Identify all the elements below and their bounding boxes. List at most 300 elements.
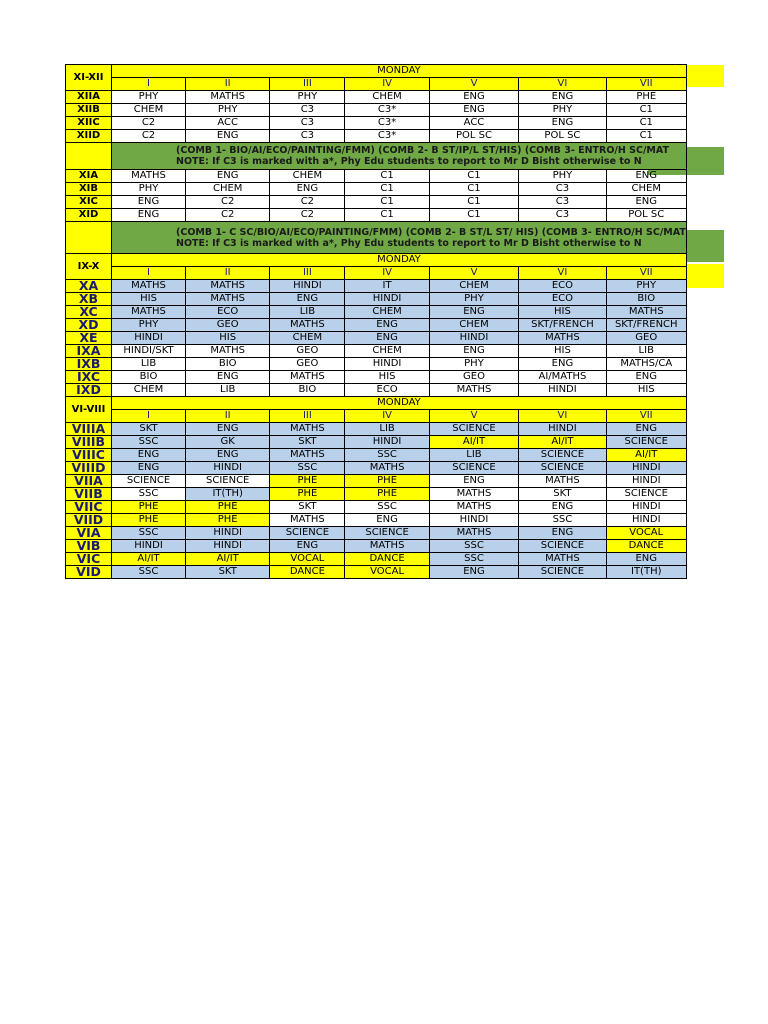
subject-cell: ENG <box>270 293 345 306</box>
combination-text: (COMB 1- C SC/BIO/AI/ECO/PAINTING/FMM) (COMB 2- B ST/L ST/ HIS) (COMB 3- ENTRO/H SC/MAT <box>176 226 686 238</box>
class-label: VIIIC <box>66 449 112 462</box>
class-label: VIIID <box>66 462 112 475</box>
subject-cell: ENG <box>112 449 186 462</box>
subject-cell: ACC <box>429 117 518 130</box>
class-label: VIIB <box>66 488 112 501</box>
subject-cell: POL SC <box>519 130 606 143</box>
period-header-II: II <box>186 410 270 423</box>
subject-cell: ENG <box>429 91 518 104</box>
subject-cell: C3 <box>519 196 606 209</box>
subject-cell: MATHS <box>345 462 429 475</box>
subject-cell: SCIENCE <box>270 527 345 540</box>
subject-cell: HINDI <box>345 436 429 449</box>
subject-cell: GEO <box>186 319 270 332</box>
subject-cell: C2 <box>270 196 345 209</box>
timetable <box>65 64 687 579</box>
note-text: NOTE: If C3 is marked with a*, Phy Edu students to report to Mr D Bisht otherwise to N <box>176 156 642 167</box>
table-row <box>66 371 687 384</box>
subject-cell: HINDI <box>270 280 345 293</box>
period-header-I: I <box>112 267 186 280</box>
subject-cell: DANCE <box>345 553 429 566</box>
period-header-row <box>66 78 687 91</box>
combination-row <box>66 222 687 254</box>
subject-cell: HINDI <box>112 332 186 345</box>
subject-cell: PHY <box>519 170 606 183</box>
table-row <box>66 91 687 104</box>
subject-cell: IT(TH) <box>606 566 686 579</box>
subject-cell: SCIENCE <box>606 436 686 449</box>
subject-cell: C1 <box>429 196 518 209</box>
subject-cell: ENG <box>519 501 606 514</box>
subject-cell: C3 <box>270 117 345 130</box>
period-header-IV: IV <box>345 78 429 91</box>
subject-cell: IT <box>345 280 429 293</box>
period-header-IV: IV <box>345 267 429 280</box>
period-header-II: II <box>186 78 270 91</box>
subject-cell: MATHS <box>519 475 606 488</box>
subject-cell: ECO <box>519 280 606 293</box>
subject-cell: HINDI <box>606 501 686 514</box>
subject-cell: GEO <box>270 345 345 358</box>
subject-cell: MATHS <box>270 319 345 332</box>
period-header-VII: VII <box>606 78 686 91</box>
subject-cell: ENG <box>429 104 518 117</box>
subject-cell: MATHS <box>270 371 345 384</box>
subject-cell: HIS <box>519 345 606 358</box>
subject-cell: PHY <box>519 104 606 117</box>
section-label: IX-X <box>66 254 112 280</box>
subject-cell: PHE <box>345 488 429 501</box>
period-header-VI: VI <box>519 78 606 91</box>
blank-label <box>66 143 112 170</box>
table-row <box>66 196 687 209</box>
subject-cell: DANCE <box>270 566 345 579</box>
subject-cell: MATHS <box>519 553 606 566</box>
subject-cell: BIO <box>112 371 186 384</box>
table-row <box>66 501 687 514</box>
subject-cell: AI/IT <box>606 449 686 462</box>
period-header-VI: VI <box>519 410 606 423</box>
table-row <box>66 209 687 222</box>
subject-cell: HINDI <box>345 358 429 371</box>
table-row <box>66 475 687 488</box>
table-row <box>66 449 687 462</box>
table-row <box>66 280 687 293</box>
table-row <box>66 170 687 183</box>
period-header-III: III <box>270 267 345 280</box>
class-label: XIIB <box>66 104 112 117</box>
subject-cell: PHY <box>112 91 186 104</box>
class-label: VIIC <box>66 501 112 514</box>
combination-text: (COMB 1- BIO/AI/ECO/PAINTING/FMM) (COMB 2- B ST/IP/L ST/HIS) (COMB 3- ENTRO/H SC/MAT <box>176 145 669 156</box>
class-label: VIC <box>66 553 112 566</box>
subject-cell: SKT/FRENCH <box>606 319 686 332</box>
subject-cell: C1 <box>606 117 686 130</box>
subject-cell: LIB <box>112 358 186 371</box>
subject-cell: PHE <box>186 514 270 527</box>
subject-cell: C1 <box>345 209 429 222</box>
table-row <box>66 384 687 397</box>
subject-cell: MATHS <box>429 384 518 397</box>
subject-cell: CHEM <box>429 319 518 332</box>
table-row <box>66 423 687 436</box>
subject-cell: PHY <box>270 91 345 104</box>
subject-cell: CHEM <box>345 306 429 319</box>
subject-cell: BIO <box>186 358 270 371</box>
subject-cell: ENG <box>186 423 270 436</box>
subject-cell: C3 <box>270 104 345 117</box>
subject-cell: LIB <box>186 384 270 397</box>
subject-cell: HINDI/SKT <box>112 345 186 358</box>
class-label: IXB <box>66 358 112 371</box>
subject-cell: SCIENCE <box>606 488 686 501</box>
class-label: XB <box>66 293 112 306</box>
subject-cell: PHE <box>606 91 686 104</box>
subject-cell: MATHS <box>270 514 345 527</box>
subject-cell: MATHS/CA <box>606 358 686 371</box>
class-label: IXD <box>66 384 112 397</box>
subject-cell: ENG <box>606 423 686 436</box>
subject-cell: SSC <box>429 553 518 566</box>
subject-cell: ENG <box>606 371 686 384</box>
subject-cell: CHEM <box>112 384 186 397</box>
subject-cell: MATHS <box>112 306 186 319</box>
subject-cell: HIS <box>186 332 270 345</box>
subject-cell: SKT/FRENCH <box>519 319 606 332</box>
period-header-row <box>66 410 687 423</box>
subject-cell: ENG <box>519 527 606 540</box>
subject-cell: MATHS <box>519 332 606 345</box>
subject-cell: ENG <box>345 332 429 345</box>
subject-cell: PHE <box>270 475 345 488</box>
subject-cell: GK <box>186 436 270 449</box>
table-row <box>66 462 687 475</box>
subject-cell: HINDI <box>519 423 606 436</box>
table-row <box>66 540 687 553</box>
class-label: XA <box>66 280 112 293</box>
subject-cell: HINDI <box>606 514 686 527</box>
subject-cell: SSC <box>345 449 429 462</box>
subject-cell: HINDI <box>429 514 518 527</box>
subject-cell: VOCAL <box>606 527 686 540</box>
subject-cell: HIS <box>345 371 429 384</box>
subject-cell: MATHS <box>112 280 186 293</box>
subject-cell: AI/IT <box>186 553 270 566</box>
table-row <box>66 566 687 579</box>
subject-cell: C2 <box>112 117 186 130</box>
subject-cell: ENG <box>270 540 345 553</box>
table-row <box>66 130 687 143</box>
period-header-III: III <box>270 78 345 91</box>
subject-cell: PHY <box>429 358 518 371</box>
subject-cell: CHEM <box>112 104 186 117</box>
subject-cell: ENG <box>606 170 686 183</box>
table-row <box>66 293 687 306</box>
subject-cell: MATHS <box>429 501 518 514</box>
subject-cell: ENG <box>345 514 429 527</box>
subject-cell: ECO <box>519 293 606 306</box>
period-header-V: V <box>429 410 518 423</box>
subject-cell: PHE <box>345 475 429 488</box>
combination-note <box>112 143 687 170</box>
subject-cell: C2 <box>186 209 270 222</box>
subject-cell: SSC <box>112 566 186 579</box>
subject-cell: SKT <box>270 436 345 449</box>
class-label: VID <box>66 566 112 579</box>
subject-cell: ENG <box>429 566 518 579</box>
subject-cell: LIB <box>270 306 345 319</box>
subject-cell: C2 <box>112 130 186 143</box>
class-label: IXC <box>66 371 112 384</box>
subject-cell: C3* <box>345 117 429 130</box>
subject-cell: CHEM <box>270 332 345 345</box>
table-row <box>66 104 687 117</box>
subject-cell: SSC <box>112 436 186 449</box>
subject-cell: VOCAL <box>345 566 429 579</box>
subject-cell: PHY <box>186 104 270 117</box>
subject-cell: GEO <box>270 358 345 371</box>
subject-cell: C2 <box>186 196 270 209</box>
class-label: XIB <box>66 183 112 196</box>
class-label: XIA <box>66 170 112 183</box>
subject-cell: ECO <box>345 384 429 397</box>
subject-cell: ENG <box>429 306 518 319</box>
section-label: VI-VIII <box>66 397 112 423</box>
subject-cell: ENG <box>112 196 186 209</box>
table-row <box>66 358 687 371</box>
table-row <box>66 183 687 196</box>
subject-cell: HINDI <box>606 462 686 475</box>
subject-cell: PHY <box>429 293 518 306</box>
table-row <box>66 117 687 130</box>
subject-cell: PHE <box>112 514 186 527</box>
subject-cell: SCIENCE <box>112 475 186 488</box>
subject-cell: C2 <box>270 209 345 222</box>
subject-cell: C3* <box>345 130 429 143</box>
subject-cell: BIO <box>270 384 345 397</box>
subject-cell: ENG <box>270 183 345 196</box>
subject-cell: SCIENCE <box>429 462 518 475</box>
period-header-I: I <box>112 78 186 91</box>
combination-note <box>112 222 687 254</box>
subject-cell: SCIENCE <box>519 566 606 579</box>
day-header-row <box>66 65 687 78</box>
subject-cell: SCIENCE <box>519 449 606 462</box>
subject-cell: IT(TH) <box>186 488 270 501</box>
subject-cell: HINDI <box>112 540 186 553</box>
subject-cell: ENG <box>519 117 606 130</box>
subject-cell: C1 <box>429 209 518 222</box>
class-label: VIIIA <box>66 423 112 436</box>
subject-cell: SSC <box>345 501 429 514</box>
blank-label <box>66 222 112 254</box>
subject-cell: SSC <box>112 527 186 540</box>
subject-cell: AI/IT <box>429 436 518 449</box>
table-row <box>66 306 687 319</box>
table-row <box>66 319 687 332</box>
note-text: NOTE: If C3 is marked with a*, Phy Edu students to report to Mr D Bisht otherwise to N <box>176 237 642 249</box>
subject-cell: CHEM <box>429 280 518 293</box>
subject-cell: CHEM <box>270 170 345 183</box>
day-header-row <box>66 397 687 410</box>
subject-cell: MATHS <box>429 488 518 501</box>
section-label: XI-XII <box>66 65 112 91</box>
subject-cell: C1 <box>606 130 686 143</box>
class-label: VIIIB <box>66 436 112 449</box>
subject-cell: SCIENCE <box>519 540 606 553</box>
subject-cell: CHEM <box>345 345 429 358</box>
class-label: VIB <box>66 540 112 553</box>
subject-cell: PHY <box>112 319 186 332</box>
combination-row <box>66 143 687 170</box>
period-header-VI: VI <box>519 267 606 280</box>
subject-cell: HINDI <box>345 293 429 306</box>
subject-cell: LIB <box>429 449 518 462</box>
subject-cell: LIB <box>606 345 686 358</box>
class-label: XIIA <box>66 91 112 104</box>
subject-cell: PHE <box>112 501 186 514</box>
subject-cell: C3* <box>345 104 429 117</box>
subject-cell: PHE <box>186 501 270 514</box>
subject-cell: ENG <box>519 358 606 371</box>
period-header-V: V <box>429 78 518 91</box>
subject-cell: CHEM <box>606 183 686 196</box>
subject-cell: MATHS <box>345 540 429 553</box>
subject-cell: ENG <box>429 345 518 358</box>
subject-cell: MATHS <box>186 280 270 293</box>
subject-cell: BIO <box>606 293 686 306</box>
subject-cell: DANCE <box>606 540 686 553</box>
period-header-II: II <box>186 267 270 280</box>
period-header-VII: VII <box>606 410 686 423</box>
period-header-row <box>66 267 687 280</box>
class-label: VIIA <box>66 475 112 488</box>
subject-cell: MATHS <box>429 527 518 540</box>
subject-cell: HINDI <box>186 527 270 540</box>
day-header: MONDAY <box>112 397 687 410</box>
subject-cell: PHY <box>112 183 186 196</box>
subject-cell: LIB <box>345 423 429 436</box>
subject-cell: C1 <box>345 196 429 209</box>
table-row <box>66 345 687 358</box>
subject-cell: MATHS <box>186 345 270 358</box>
class-label: XIID <box>66 130 112 143</box>
day-header-row <box>66 254 687 267</box>
class-label: VIID <box>66 514 112 527</box>
subject-cell: CHEM <box>186 183 270 196</box>
subject-cell: C1 <box>345 183 429 196</box>
table-row <box>66 488 687 501</box>
subject-cell: CHEM <box>345 91 429 104</box>
class-label: XE <box>66 332 112 345</box>
subject-cell: HINDI <box>519 384 606 397</box>
subject-cell: HINDI <box>186 462 270 475</box>
subject-cell: ACC <box>186 117 270 130</box>
subject-cell: C1 <box>606 104 686 117</box>
subject-cell: AI/MATHS <box>519 371 606 384</box>
subject-cell: HINDI <box>186 540 270 553</box>
subject-cell: SSC <box>519 514 606 527</box>
subject-cell: GEO <box>606 332 686 345</box>
subject-cell: PHE <box>270 488 345 501</box>
subject-cell: C1 <box>429 170 518 183</box>
subject-cell: MATHS <box>270 449 345 462</box>
subject-cell: POL SC <box>606 209 686 222</box>
table-row <box>66 514 687 527</box>
subject-cell: SCIENCE <box>186 475 270 488</box>
subject-cell: ENG <box>186 170 270 183</box>
subject-cell: MATHS <box>186 91 270 104</box>
subject-cell: HIS <box>112 293 186 306</box>
class-label: XD <box>66 319 112 332</box>
subject-cell: ENG <box>186 371 270 384</box>
subject-cell: POL SC <box>429 130 518 143</box>
table-row <box>66 527 687 540</box>
subject-cell: ENG <box>186 130 270 143</box>
period-header-VII: VII <box>606 267 686 280</box>
class-label: VIA <box>66 527 112 540</box>
subject-cell: SCIENCE <box>429 423 518 436</box>
subject-cell: PHY <box>606 280 686 293</box>
subject-cell: SKT <box>112 423 186 436</box>
subject-cell: AI/IT <box>519 436 606 449</box>
subject-cell: MATHS <box>270 423 345 436</box>
subject-cell: ENG <box>606 553 686 566</box>
table-row <box>66 436 687 449</box>
class-label: XC <box>66 306 112 319</box>
subject-cell: MATHS <box>606 306 686 319</box>
subject-cell: SSC <box>112 488 186 501</box>
subject-cell: ENG <box>112 462 186 475</box>
subject-cell: SSC <box>270 462 345 475</box>
subject-cell: HINDI <box>606 475 686 488</box>
subject-cell: ENG <box>519 91 606 104</box>
period-header-V: V <box>429 267 518 280</box>
period-header-III: III <box>270 410 345 423</box>
subject-cell: MATHS <box>112 170 186 183</box>
day-header: MONDAY <box>112 65 687 78</box>
subject-cell: ENG <box>429 475 518 488</box>
period-header-IV: IV <box>345 410 429 423</box>
subject-cell: HIS <box>606 384 686 397</box>
subject-cell: C1 <box>429 183 518 196</box>
subject-cell: C3 <box>270 130 345 143</box>
subject-cell: C3 <box>519 209 606 222</box>
subject-cell: VOCAL <box>270 553 345 566</box>
subject-cell: ENG <box>186 449 270 462</box>
day-header: MONDAY <box>112 254 687 267</box>
timetable-sheet <box>65 64 687 579</box>
subject-cell: SCIENCE <box>345 527 429 540</box>
table-row <box>66 332 687 345</box>
subject-cell: C1 <box>345 170 429 183</box>
subject-cell: ECO <box>186 306 270 319</box>
class-label: IXA <box>66 345 112 358</box>
subject-cell: HIS <box>519 306 606 319</box>
subject-cell: GEO <box>429 371 518 384</box>
subject-cell: SSC <box>429 540 518 553</box>
subject-cell: ENG <box>345 319 429 332</box>
subject-cell: AI/IT <box>112 553 186 566</box>
subject-cell: ENG <box>606 196 686 209</box>
subject-cell: SKT <box>270 501 345 514</box>
subject-cell: HINDI <box>429 332 518 345</box>
class-label: XID <box>66 209 112 222</box>
subject-cell: SKT <box>519 488 606 501</box>
class-label: XIIC <box>66 117 112 130</box>
subject-cell: ENG <box>112 209 186 222</box>
table-row <box>66 553 687 566</box>
